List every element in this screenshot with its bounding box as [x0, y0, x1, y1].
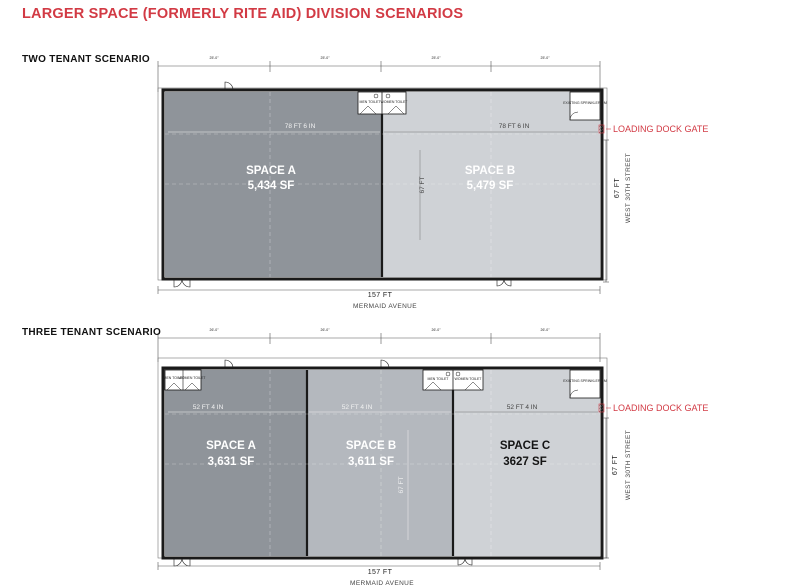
depth-label: 67 FT: [612, 454, 619, 476]
two-tenant-title: TWO TENANT SCENARIO: [22, 54, 150, 65]
space-a-name: SPACE A: [206, 440, 256, 452]
grid-dim-label: 25'-0": [209, 56, 219, 60]
grid-dim-label: 25'-0": [540, 56, 550, 60]
grid-dim-label: 25'-0": [431, 56, 441, 60]
street-label: WEST 30TH STREET: [625, 429, 632, 501]
space-a-name: SPACE A: [246, 165, 296, 177]
three-tenant-plan: [158, 328, 708, 587]
grid-dim-label: 26'-0": [431, 328, 441, 332]
grid-dim-label: 26'-0": [320, 328, 330, 332]
space-a-area: 3,631 SF: [207, 456, 255, 468]
street-label: WEST 30TH STREET: [625, 152, 632, 224]
space-b-name: SPACE B: [464, 165, 516, 177]
space-c-width-label: 52 FT 4 IN: [506, 404, 538, 411]
width-label: 157 FT: [367, 569, 393, 576]
space-b-area: 3,611 SF: [347, 456, 395, 468]
restroom-label: MEN TOILET: [359, 100, 381, 104]
sprinkler-room: [570, 370, 600, 398]
two-tenant-top-dimension: [158, 61, 600, 92]
restroom-label: WOMEN TOILET: [380, 100, 408, 104]
interior-depth-label: 67 FT: [398, 476, 405, 494]
sprinkler-room-label: EXISTING SPRINKLER RM: [563, 101, 607, 105]
restroom-label: MEN TOILET: [427, 377, 449, 381]
space-b-width-label: 78 FT 6 IN: [498, 123, 530, 130]
depth-label: 67 FT: [614, 177, 621, 199]
loading-dock-gate-marker: [599, 125, 604, 133]
space-b-name: SPACE B: [345, 440, 397, 452]
loading-dock-label: LOADING DOCK GATE: [613, 124, 709, 134]
loading-dock-label: LOADING DOCK GATE: [613, 403, 709, 413]
space-c-area: 3627 SF: [503, 456, 547, 468]
page-title: LARGER SPACE (FORMERLY RITE AID) DIVISION SCENARIOS: [22, 6, 464, 22]
avenue-label: MERMAID AVENUE: [353, 303, 417, 310]
restroom-block: [165, 370, 201, 390]
loading-dock-gate-marker: [599, 404, 604, 412]
avenue-label: MERMAID AVENUE: [350, 580, 414, 587]
three-tenant-title: THREE TENANT SCENARIO: [22, 327, 162, 338]
grid-dim-label: 26'-0": [540, 328, 550, 332]
three-tenant-top-dimension: [158, 333, 600, 362]
space-b-area: 5,479 SF: [466, 180, 514, 192]
two-tenant-plan: [158, 56, 708, 310]
restroom-label: WOMEN TOILET: [454, 377, 482, 381]
space-a-area: 5,434 SF: [247, 180, 295, 192]
width-label: 157 FT: [367, 292, 393, 299]
sprinkler-room-label: EXISTING SPRINKLER RM: [563, 379, 607, 383]
grid-dim-label: 25'-0": [320, 56, 330, 60]
grid-dim-label: 26'-0": [209, 328, 219, 332]
space-b-width-label: 52 FT 4 IN: [341, 404, 373, 411]
sprinkler-room: [570, 92, 600, 120]
space-c-name: SPACE C: [499, 440, 551, 452]
interior-depth-label: 67 FT: [419, 176, 426, 194]
space-a-width-label: 52 FT 4 IN: [192, 404, 224, 411]
restroom-label: WOMEN TOILET: [178, 376, 206, 380]
space-a-width-label: 78 FT 6 IN: [284, 123, 316, 130]
restroom-label: MEN TOILET: [163, 376, 185, 380]
